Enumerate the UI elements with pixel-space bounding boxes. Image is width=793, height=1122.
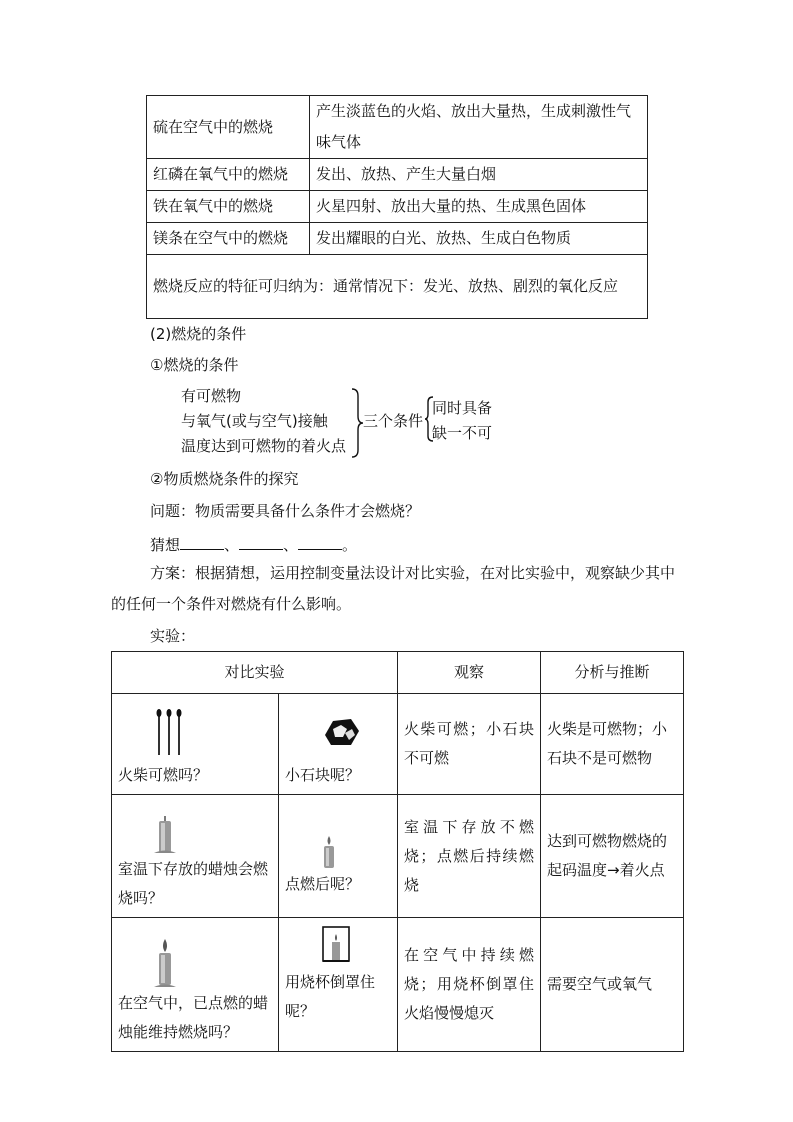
experiment-label: 实验：: [150, 627, 196, 645]
observation-cell: 室温下存放不燃烧；点燃后持续燃烧: [398, 795, 541, 918]
guess-separator: 、: [224, 536, 240, 554]
experiment-cell: [112, 795, 279, 918]
requirement-item: 同时具备: [432, 399, 493, 417]
lit-candle-icon: [150, 937, 180, 989]
table-cell-name: 硫在空气中的燃烧: [147, 96, 310, 159]
experiment-cell: [112, 694, 279, 795]
right-brace-icon: [350, 388, 364, 458]
table-cell-name: 铁在氧气中的燃烧: [147, 191, 310, 223]
experiment-cell: [112, 918, 279, 1052]
observation-cell: 火柴可燃；小石块不可燃: [398, 694, 541, 795]
header-observe: 观察: [398, 652, 541, 694]
guess-blank-3[interactable]: [298, 533, 342, 550]
guess-line: [150, 533, 357, 556]
experiment-table: [111, 651, 684, 1052]
subheading-explore: ②物质燃烧条件的探究: [150, 470, 299, 488]
table-cell-phenomenon: 火星四射、放出大量的热、生成黑色固体: [310, 191, 648, 223]
candle-icon: [150, 815, 180, 855]
table-cell-phenomenon: 发出耀眼的白光、放热、生成白色物质: [310, 223, 648, 255]
table-cell-name: 镁条在空气中的燃烧: [147, 223, 310, 255]
matches-icon: [152, 707, 192, 757]
header-analysis: 分析与推断: [541, 652, 684, 694]
analysis-cell: 需要空气或氧气: [541, 918, 684, 1052]
guess-separator: 、: [283, 536, 299, 554]
section-heading: (2)燃烧的条件: [150, 325, 247, 343]
table-cell-phenomenon: 发出、放热、产生大量白烟: [310, 159, 648, 191]
condition-item: 与氧气(或与空气)接触: [181, 412, 328, 430]
guess-blank-2[interactable]: [239, 533, 283, 550]
lit-candle-icon: [317, 834, 341, 870]
three-conditions-label: 三个条件: [363, 412, 424, 430]
experiment-cell: [279, 694, 398, 795]
analysis-cell: 达到可燃物燃烧的起码温度→着火点: [541, 795, 684, 918]
condition-item: 有可燃物: [181, 387, 242, 405]
table-cell-phenomenon: 产生淡蓝色的火焰、放出大量热，生成刺激性气味气体: [310, 96, 648, 159]
guess-blank-1[interactable]: [180, 533, 224, 550]
experiment-cell: [279, 918, 398, 1052]
table-summary: 燃烧反应的特征可归纳为：通常情况下：发光、放热、剧烈的氧化反应: [147, 255, 648, 319]
condition-item: 温度达到可燃物的着火点: [181, 437, 347, 455]
stone-icon: [321, 715, 361, 749]
header-compare: 对比实验: [112, 652, 398, 694]
experiment-question: 用烧杯倒罩住呢？: [285, 973, 376, 1020]
experiment-question: 小石块呢？: [285, 766, 361, 784]
combustion-table: [146, 95, 648, 319]
analysis-cell: 火柴是可燃物；小石块不是可燃物: [541, 694, 684, 795]
experiment-question: 点燃后呢？: [285, 875, 361, 893]
experiment-cell: [279, 795, 398, 918]
beaker-over-candle-icon: [321, 926, 351, 964]
table-cell-name: 红磷在氧气中的燃烧: [147, 159, 310, 191]
subheading-conditions: ①燃烧的条件: [150, 356, 239, 374]
experiment-question: 室温下存放的蜡烛会燃烧吗？: [118, 860, 269, 907]
experiment-question: 火柴可燃吗？: [118, 766, 209, 784]
guess-end: 。: [342, 536, 358, 554]
question-text: 问题：物质需要具备什么条件才会燃烧？: [150, 502, 421, 520]
observation-cell: 在空气中持续燃烧；用烧杯倒罩住火焰慢慢熄灭: [398, 918, 541, 1052]
experiment-question: 在空气中，已点燃的蜡烛能维持燃烧吗？: [118, 994, 269, 1041]
requirement-item: 缺一不可: [432, 424, 493, 442]
plan-paragraph: 方案：根据猜想，运用控制变量法设计对比实验，在对比实验中，观察缺少其中的任何一个条件对燃烧有什么影响。: [111, 564, 676, 613]
guess-label: 猜想: [150, 536, 181, 554]
